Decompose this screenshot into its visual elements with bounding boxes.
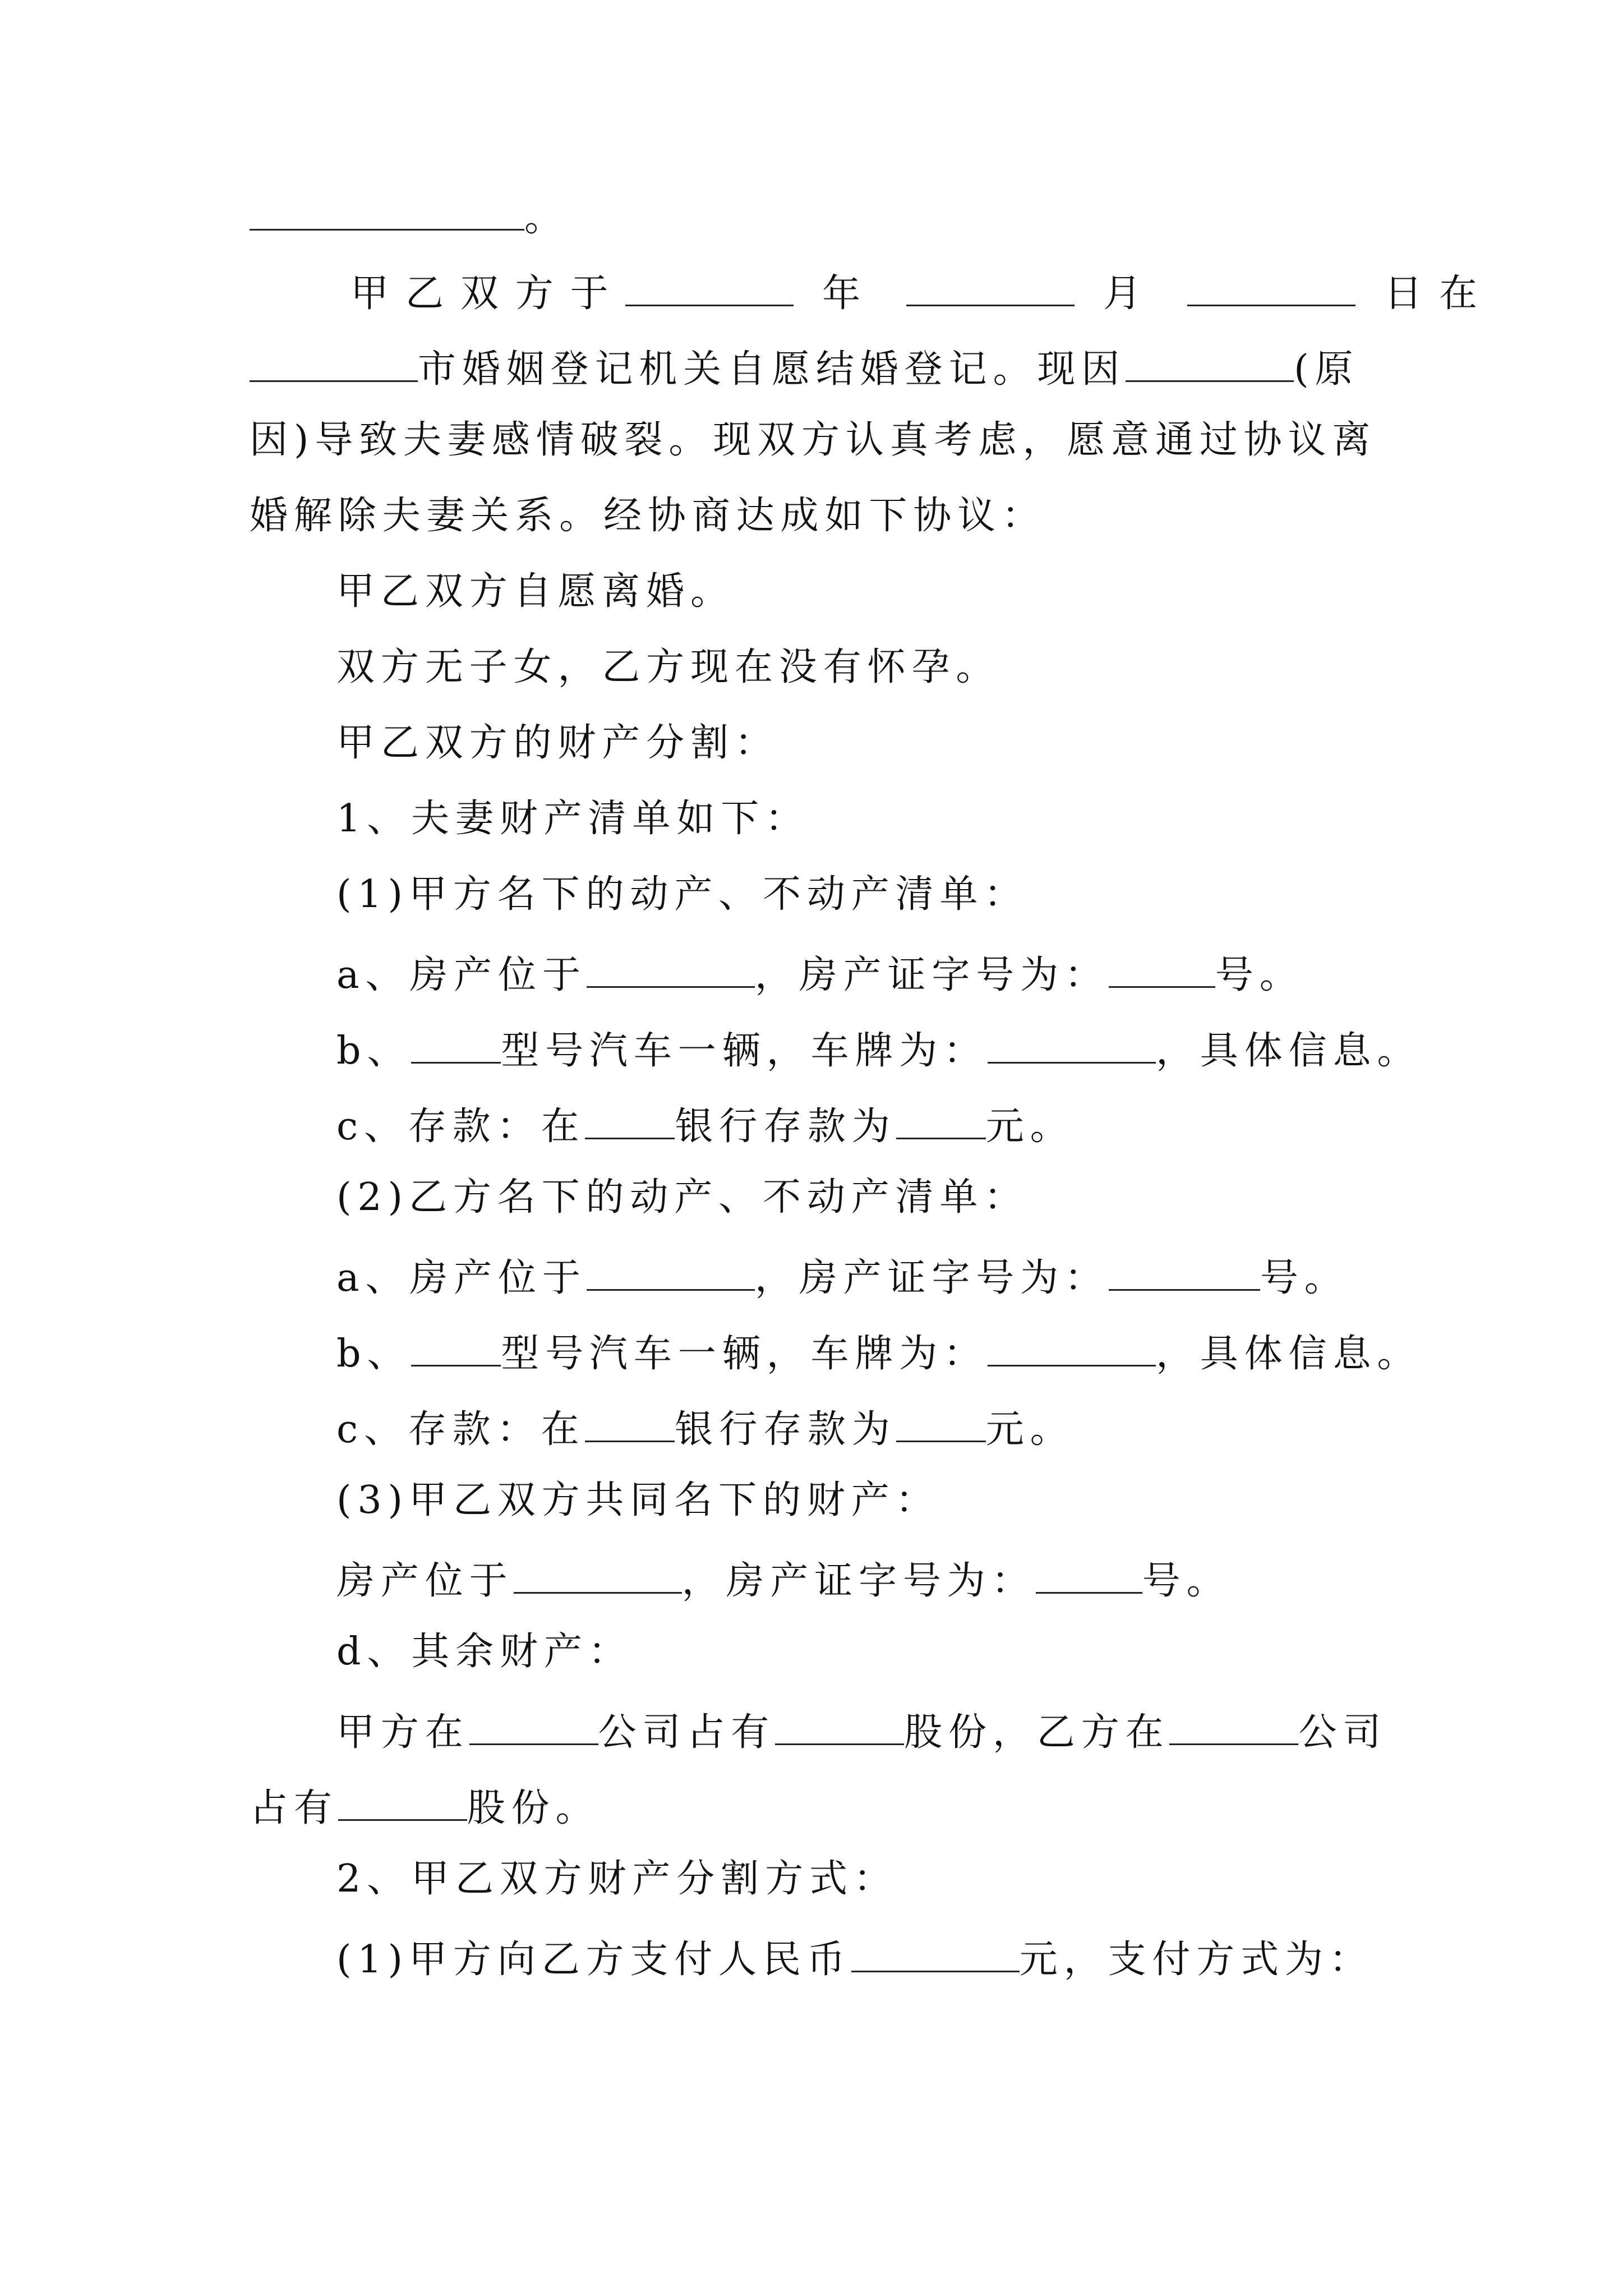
text-segment: 因)导致夫妻感情破裂。现双方认真考虑，愿意通过协议离 [250, 418, 1377, 462]
text-line [250, 346, 1359, 390]
text-segment: 甲乙双方自愿离婚。 [336, 569, 735, 614]
blank-underline [1187, 270, 1355, 306]
text-segment: 年 [793, 272, 906, 316]
blank-underline [250, 194, 524, 231]
text-line [336, 1478, 940, 1526]
text-line [336, 1630, 633, 1678]
blank-underline [338, 1784, 467, 1821]
text-line [336, 1330, 1421, 1375]
blank-underline [851, 1936, 1020, 1972]
text-segment: (原 [1294, 347, 1359, 392]
text-line [336, 1254, 1349, 1299]
text-line [336, 1709, 1387, 1754]
text-segment: 月 [1074, 272, 1187, 316]
blank-underline [1036, 1557, 1142, 1594]
text-line [250, 1784, 600, 1829]
blank-underline [1109, 1254, 1260, 1291]
blank-underline [1169, 1709, 1298, 1745]
blank-underline [411, 1027, 501, 1064]
text-segment: ，房产证字号为： [754, 953, 1109, 997]
blank-underline [514, 1557, 682, 1594]
text-segment: 股份，乙方在 [904, 1710, 1170, 1755]
blank-underline [250, 346, 418, 382]
text-segment: ，具体信息。 [1155, 1029, 1422, 1073]
text-line [250, 494, 1046, 542]
text-line [336, 1857, 898, 1905]
blank-underline [988, 1027, 1156, 1064]
text-segment: ，房产证字号为： [754, 1256, 1109, 1300]
text-segment: c、存款：在 [336, 1105, 585, 1149]
text-line [336, 1175, 1029, 1223]
text-segment: 双方无子女，乙方现在没有怀孕。 [336, 645, 1000, 689]
text-segment: d、其余财产： [336, 1630, 633, 1674]
text-segment: 市婚姻登记机关自愿结婚登记。现因 [418, 347, 1126, 392]
text-segment: 号。 [1142, 1559, 1231, 1603]
blank-underline [585, 1406, 675, 1442]
text-segment: ，房产证字号为： [681, 1559, 1036, 1603]
text-line [336, 569, 735, 618]
blank-underline [988, 1330, 1156, 1366]
blank-underline [587, 951, 755, 988]
text-line [336, 1406, 1075, 1451]
blank-underline [1126, 346, 1294, 382]
text-segment: 股份。 [467, 1786, 600, 1830]
text-line [336, 872, 1029, 921]
blank-underline [411, 1330, 501, 1366]
text-segment: 元。 [985, 1105, 1075, 1149]
text-segment: c、存款：在 [336, 1407, 585, 1452]
text-segment: (1)甲方向乙方支付人民币 [336, 1938, 851, 1982]
text-segment: 公司占有 [598, 1710, 776, 1755]
blank-underline [896, 1103, 986, 1139]
text-segment: 银行存款为 [675, 1407, 896, 1452]
text-segment: 元。 [985, 1407, 1075, 1452]
text-line [336, 645, 1000, 693]
blank-underline [585, 1103, 675, 1139]
text-segment: a、房产位于 [336, 1256, 587, 1300]
text-segment: b、 [336, 1029, 412, 1073]
text-segment: b、 [336, 1332, 412, 1376]
text-segment: 占有 [250, 1786, 338, 1830]
text-segment: 元，支付方式为： [1019, 1938, 1373, 1982]
text-line [336, 797, 809, 845]
text-segment: 婚解除夫妻关系。经协商达成如下协议： [250, 494, 1046, 538]
text-segment: 1、夫妻财产清单如下： [336, 797, 809, 841]
text-line [336, 721, 779, 769]
blank-underline [906, 270, 1075, 306]
text-line [250, 194, 562, 239]
text-segment: 2、甲乙双方财产分割方式： [336, 1857, 898, 1901]
blank-underline [1109, 951, 1215, 988]
text-segment: 号。 [1260, 1256, 1349, 1300]
text-segment: a、房产位于 [336, 953, 587, 997]
text-line [351, 270, 1494, 315]
blank-underline [587, 1254, 755, 1291]
blank-underline [469, 1709, 598, 1745]
text-segment: 甲方在 [336, 1710, 469, 1755]
text-line [336, 1103, 1075, 1148]
text-line [336, 1936, 1373, 1981]
text-segment: (3)甲乙双方共同名下的财产： [336, 1478, 940, 1522]
text-segment: (1)甲方名下的动产、不动产清单： [336, 872, 1029, 917]
text-segment: (2)乙方名下的动产、不动产清单： [336, 1175, 1029, 1220]
text-line [336, 1027, 1421, 1072]
text-segment: 甲乙双方于 [351, 272, 625, 316]
text-segment: 公司 [1298, 1710, 1387, 1755]
text-segment: 银行存款为 [675, 1105, 896, 1149]
blank-underline [625, 270, 794, 306]
blank-underline [896, 1406, 986, 1442]
text-line [336, 951, 1304, 996]
text-segment: 号。 [1215, 953, 1304, 997]
text-segment: 型号汽车一辆，车牌为： [501, 1029, 988, 1073]
text-segment: 甲乙双方的财产分割： [336, 721, 779, 765]
text-line [336, 1557, 1230, 1602]
blank-underline [775, 1709, 904, 1745]
text-segment: ，具体信息。 [1155, 1332, 1422, 1376]
text-line [250, 418, 1377, 466]
text-segment: 型号汽车一辆，车牌为： [501, 1332, 988, 1376]
text-segment: 。 [524, 196, 563, 240]
text-segment: 房产位于 [336, 1559, 514, 1603]
text-segment: 日在 [1355, 272, 1494, 316]
